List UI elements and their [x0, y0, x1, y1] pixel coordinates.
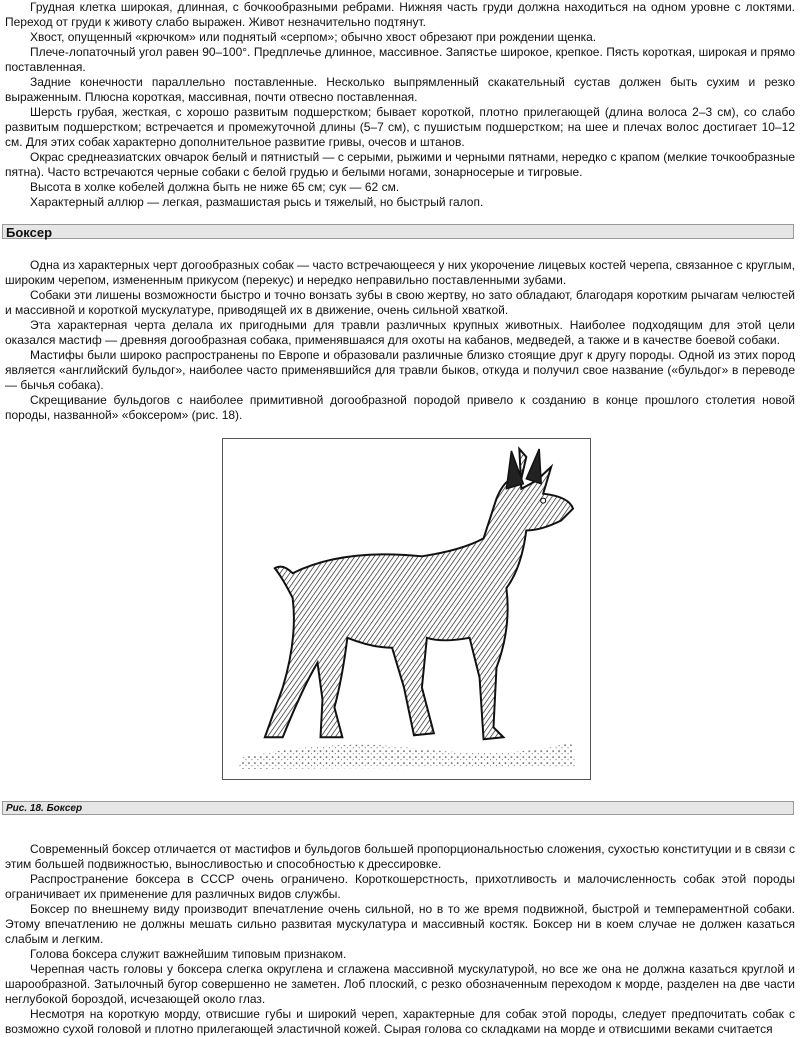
bottom-text-section — [5, 842, 795, 1037]
paragraph: Современный боксер отличается от мастифов и бульдогов большей пропорциональностью сложения, сухостью конституции и в связи с этим большей подвижностью, выносливостью и способностью к дрессировке. — [5, 842, 795, 871]
boxer-text-section — [5, 258, 795, 423]
paragraph: Скрещивание бульдогов с наиболее примитивной догообразной породой привело к созданию в конце прошлого столетия новой породы, названной» «боксером» (рис. 18). — [5, 393, 795, 422]
paragraph: Грудная клетка широкая, длинная, с бочкообразными ребрами. Нижняя часть груди должна находиться на одном уровне с локтями. Переход от груди к животу слабо выражен. Живот незначительно подтянут. — [5, 0, 795, 29]
paragraph: Одна из характерных черт догообразных собак — часто встречающееся у них укорочение лицевых костей черепа, связанное с круглым, широким черепом, измененным прикусом (перекус) и нередко неправильно поставленными зубами. — [5, 258, 795, 287]
paragraph: Плече-лопаточный угол равен 90–100°. Предплечье длинное, массивное. Запястье широкое, крепкое. Пясть короткая, широкая и прямо поставленная. — [5, 45, 795, 74]
top-text-section — [5, 0, 795, 210]
boxer-dog-illustration — [223, 439, 590, 779]
boxer-dog-figure — [222, 438, 591, 780]
paragraph: Высота в холке кобелей должна быть не ниже 65 см; сук — 62 см. — [30, 180, 400, 194]
paragraph: Хвост, опущенный «крючком» или поднятый «серпом»; обычно хвост обрезают при рождении щенка. — [30, 30, 597, 44]
paragraph: Мастифы были широко распространены по Европе и образовали различные близко стоящие друг к другу породы. Одной из этих пород является «английский бульдог», наиболее часто применявшийся для травли быков, откуда и получил свое название («бульдог» в переводе — бычья собака). — [5, 348, 795, 392]
paragraph: Несмотря на короткую морду, отвисшие губы и широкий череп, характерные для собак этой породы, следует предпочитать собак с возможно сухой головой и плотно прилегающей эластичной кожей. Сырая голова со складками на морде и отвисшими веками считается — [5, 1007, 795, 1036]
paragraph: Боксер по внешнему виду производит впечатление очень сильной, но в то же время подвижной, быстрой и темпераментной собаки. Этому впечатлению не должны мешать сильно развитая мускулатура и массивный костяк. Боксер ни в коем случае не должен казаться слабым и легким. — [5, 902, 795, 946]
paragraph: Задние конечности параллельно поставленные. Несколько выпрямленный скакательный сустав должен быть сухим и резко выраженным. Плюсна короткая, массивная, почти отвесно поставленная. — [5, 75, 795, 104]
paragraph: Черепная часть головы у боксера слегка округлена и сглажена массивной мускулатурой, но все же она не должна казаться круглой и шарообразной. Затылочный бугор совершенно не заметен. Лоб плоский, с резко обозначенным переходом к морде, разделен на две части неглубокой бороздой, исчезающей около глаз. — [5, 962, 795, 1006]
paragraph: Голова боксера служит важнейшим типовым признаком. — [30, 947, 347, 961]
paragraph: Распространение боксера в СССР очень ограничено. Короткошерстность, прихотливость и малочисленность собак этой породы ограничивает их применение для различных видов службы. — [5, 872, 795, 901]
figure-caption: Рис. 18. Боксер — [2, 801, 794, 815]
paragraph: Окрас среднеазиатских овчарок белый и пятнистый — с серыми, рыжими и черными пятнами, нередко с крапом (мелкие точкообразные пятна). Часто встречаются черные собаки с белой грудью и белыми ногами, зонарносерые и тигровые. — [5, 150, 795, 179]
paragraph: Характерный аллюр — легкая, размашистая рысь и тяжелый, но быстрый галоп. — [30, 195, 484, 209]
paragraph: Эта характерная черта делала их пригодными для травли различных крупных животных. Наиболее подходящим для этой цели оказался мастиф — древняя догообразная собака, применявшаяся для охоты на кабанов, медведей, а также и в качестве боевой собаки. — [5, 318, 795, 347]
paragraph: Собаки эти лишены возможности быстро и точно вонзать зубы в свою жертву, но зато обладают, благодаря коротким рычагам челюстей и массивной и короткой мускулатуре, приводящей их в движение, очень сильной хваткой. — [5, 288, 795, 317]
section-heading: Боксер — [2, 224, 794, 239]
paragraph: Шерсть грубая, жесткая, с хорошо развитым подшерстком; бывает короткой, плотно прилегающей (длина волоса 2–3 см), со слабо развитым подшерстком; встречается и промежуточной длины (5–7 см), с пушистым подшерстком; на шее и плечах волос достигает 10–12 см. Для этих собак характерно дополнительное развитие гривы, очесов и штанов. — [5, 105, 795, 149]
